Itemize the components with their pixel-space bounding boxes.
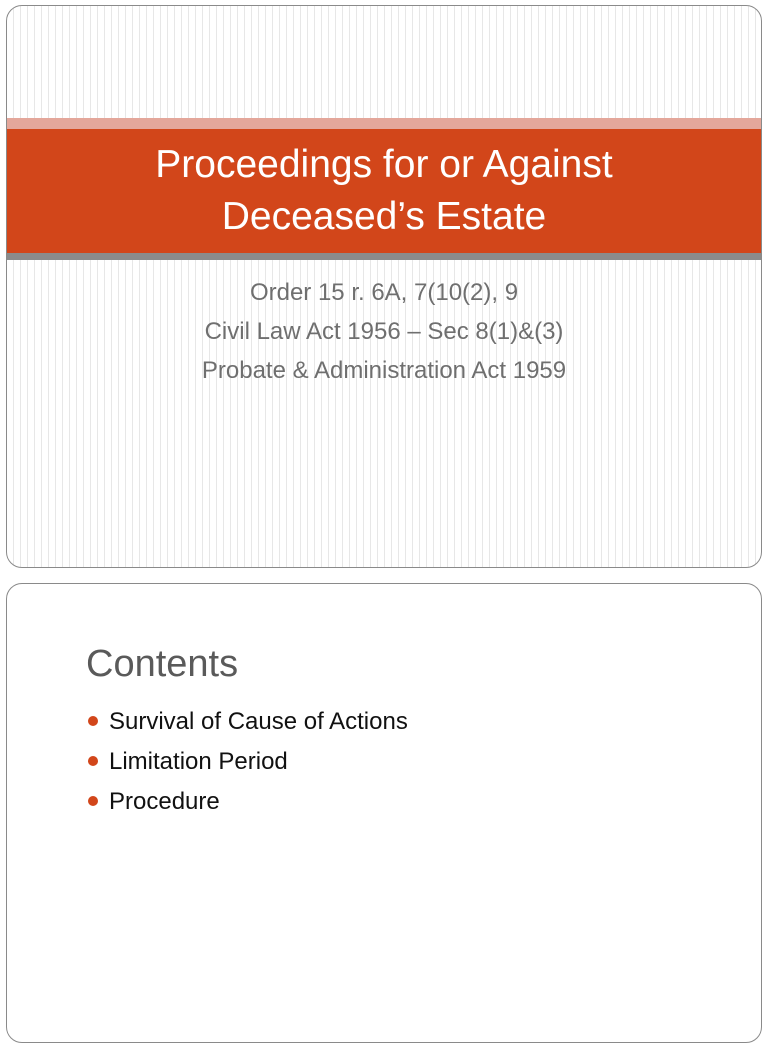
slide-subtitle — [7, 273, 761, 390]
title-band-bottom-accent — [7, 253, 761, 260]
subtitle-line: Order 15 r. 6A, 7(10(2), 9 — [249, 279, 519, 306]
list-item — [85, 702, 408, 742]
contents-slide — [6, 583, 762, 1043]
title-band-top-accent — [7, 118, 761, 129]
bullet-icon — [88, 756, 98, 766]
list-item-text: Survival of Cause of Actions — [109, 708, 408, 735]
slide-title: Proceedings for or Against Deceased’s Estate — [155, 143, 613, 238]
contents-heading: Contents — [86, 643, 239, 685]
contents-list — [85, 702, 408, 822]
list-item — [85, 742, 408, 782]
bullet-icon — [88, 716, 98, 726]
bullet-icon — [88, 796, 98, 806]
title-slide — [6, 5, 762, 568]
subtitle-line: Civil Law Act 1956 – Sec 8(1)&(3) — [204, 318, 564, 345]
list-item-text: Procedure — [109, 788, 220, 815]
list-item-text: Limitation Period — [109, 748, 288, 775]
subtitle-line: Probate & Administration Act 1959 — [201, 357, 567, 384]
title-band — [7, 129, 761, 253]
list-item — [85, 782, 408, 822]
